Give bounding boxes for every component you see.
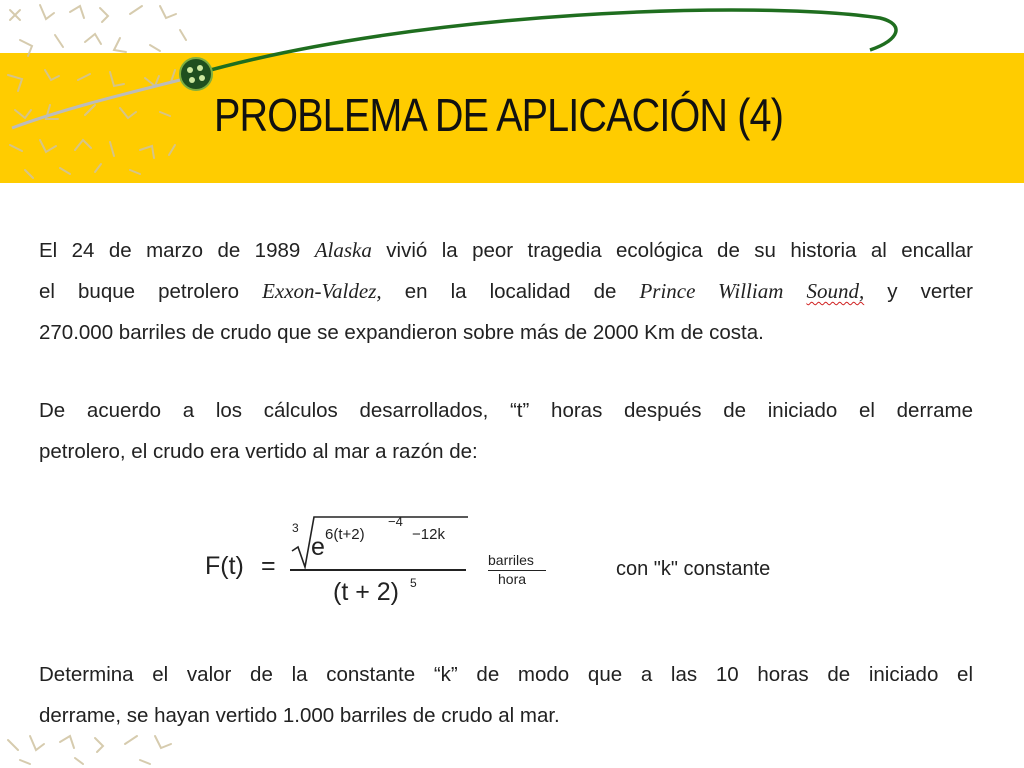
slide-title: PROBLEMA DE APLICACIÓN (4)	[214, 89, 784, 141]
paragraph-line	[39, 230, 973, 271]
rate-formula	[205, 508, 825, 618]
formula-lhs: F(t)	[205, 552, 244, 580]
denominator-power: 5	[410, 576, 417, 590]
place-name: Prince William	[639, 279, 784, 303]
paragraph-line: 270.000 barriles de crudo que se expandieron sobre más de 2000 Km de costa.	[39, 321, 764, 344]
paragraph-line: De acuerdo a los cálculos desarrollados, “t” horas después de iniciado el derrame	[39, 399, 973, 422]
exponent-term: 6(t+2)	[325, 526, 365, 543]
paragraph-context	[39, 230, 973, 353]
paragraph-line	[39, 271, 973, 312]
unit-denominator: hora	[498, 571, 527, 587]
formula-condition: con "k" constante	[616, 558, 771, 580]
paragraph-line: Determina el valor de la constante “k” de modo que a las 10 horas de iniciado el	[39, 663, 973, 686]
paragraph-line: derrame, se hayan vertido 1.000 barriles de crudo al mar.	[39, 704, 560, 727]
text-segment: el buque petrolero	[39, 280, 239, 303]
paragraph-line: petrolero, el crudo era vertido al mar a razón de:	[39, 440, 478, 463]
text-segment: El 24 de marzo de 1989	[39, 239, 301, 262]
place-name-spellcheck: Sound,	[806, 279, 865, 303]
exponential-base: e	[311, 533, 325, 561]
text-segment: y verter	[887, 280, 974, 303]
formula-equals: =	[261, 552, 276, 580]
exponent-constant-term: −12k	[412, 526, 445, 543]
fraction-bar	[290, 569, 466, 571]
decorative-pattern-bottom-left	[0, 730, 190, 768]
root-index: 3	[292, 521, 299, 535]
formula-denominator: (t + 2)	[333, 578, 399, 606]
ship-name: Exxon-Valdez,	[262, 279, 382, 303]
text-segment: vivió la peor tragedia ecológica de su historia al encallar	[386, 239, 973, 262]
place-name: Alaska	[314, 238, 372, 262]
paragraph-rate	[39, 390, 973, 472]
text-segment: en la localidad de	[404, 280, 617, 303]
paragraph-question	[39, 654, 973, 736]
exponent-power: −4	[388, 514, 403, 529]
unit-numerator: barriles	[488, 552, 534, 568]
